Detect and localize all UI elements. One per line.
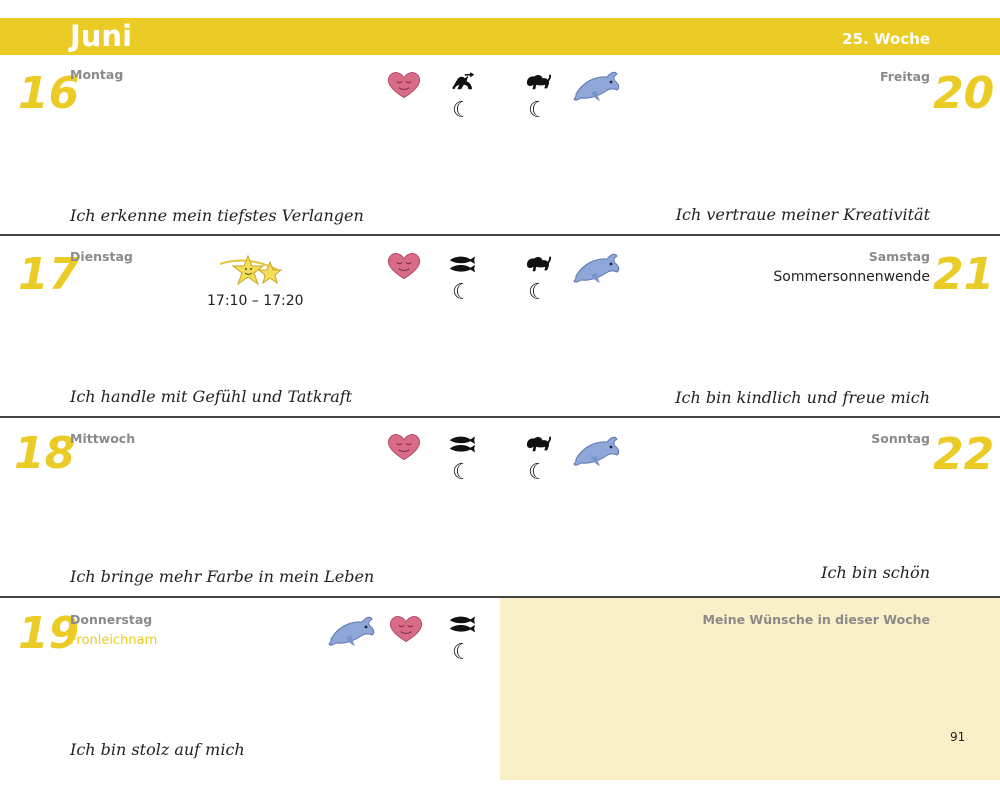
day-name-wednesday: Mittwoch (70, 431, 136, 446)
day-name-monday: Montag (70, 67, 124, 82)
day-number-wednesday: 18 (14, 428, 76, 479)
week-label: 25. Woche (842, 30, 930, 48)
affirmation-monday: Ich erkenne mein tiefstes Verlangen (70, 206, 364, 225)
affirmation-saturday: Ich bin kindlich und freue mich (675, 388, 930, 407)
row-divider (0, 416, 1000, 418)
affirmation-sunday: Ich bin schön (821, 563, 930, 582)
affirmation-thursday: Ich bin stolz auf mich (70, 740, 245, 759)
day-name-friday: Freitag (879, 69, 930, 84)
moon-icon: ☾ (452, 280, 472, 305)
event-saturday: Sommersonnenwende (773, 269, 930, 285)
day-number-friday: 20 (933, 68, 995, 119)
day-number-tuesday: 17 (18, 249, 80, 300)
affirmation-friday: Ich vertraue meiner Kreativität (675, 205, 930, 224)
leo-icon (524, 254, 552, 274)
holiday-thursday: Fronleichnam (70, 633, 158, 648)
heart-icon (386, 70, 422, 100)
row-divider-half (0, 596, 500, 598)
month-title: Juni (70, 19, 133, 53)
pisces-icon (448, 614, 476, 634)
moon-icon: ☾ (528, 280, 548, 305)
moon-icon: ☾ (452, 640, 472, 665)
affirmation-wednesday: Ich bringe mehr Farbe in mein Leben (70, 567, 375, 586)
heart-icon (388, 614, 424, 644)
affirmation-tuesday: Ich handle mit Gefühl und Tatkraft (70, 387, 353, 406)
day-name-tuesday: Dienstag (70, 249, 133, 264)
moon-icon: ☾ (528, 98, 548, 123)
row-divider (0, 234, 1000, 236)
day-name-thursday: Donnerstag (70, 612, 153, 627)
pisces-icon (448, 254, 476, 274)
leo-icon (524, 434, 552, 454)
day-number-saturday: 21 (933, 249, 995, 300)
day-number-sunday: 22 (933, 429, 995, 480)
day-name-saturday: Samstag (868, 249, 930, 264)
moon-icon: ☾ (452, 460, 472, 485)
day-number-monday: 16 (18, 68, 80, 119)
dolphin-icon (573, 68, 621, 104)
heart-icon (386, 251, 422, 281)
stars-icon (218, 252, 288, 292)
wishes-title: Meine Wünsche in dieser Woche (702, 612, 930, 627)
leo-icon (524, 72, 552, 92)
day-number-thursday: 19 (18, 608, 80, 659)
event-time: 17:10 – 17:20 (207, 293, 304, 309)
dolphin-icon (573, 433, 621, 469)
day-name-sunday: Sonntag (871, 431, 930, 446)
pisces-icon (448, 434, 476, 454)
moon-icon: ☾ (452, 98, 472, 123)
moon-icon: ☾ (528, 460, 548, 485)
heart-icon (386, 432, 422, 462)
page-number: 91 (950, 730, 966, 744)
dolphin-icon (328, 613, 376, 649)
sagittarius-icon (448, 72, 476, 92)
dolphin-icon (573, 250, 621, 286)
